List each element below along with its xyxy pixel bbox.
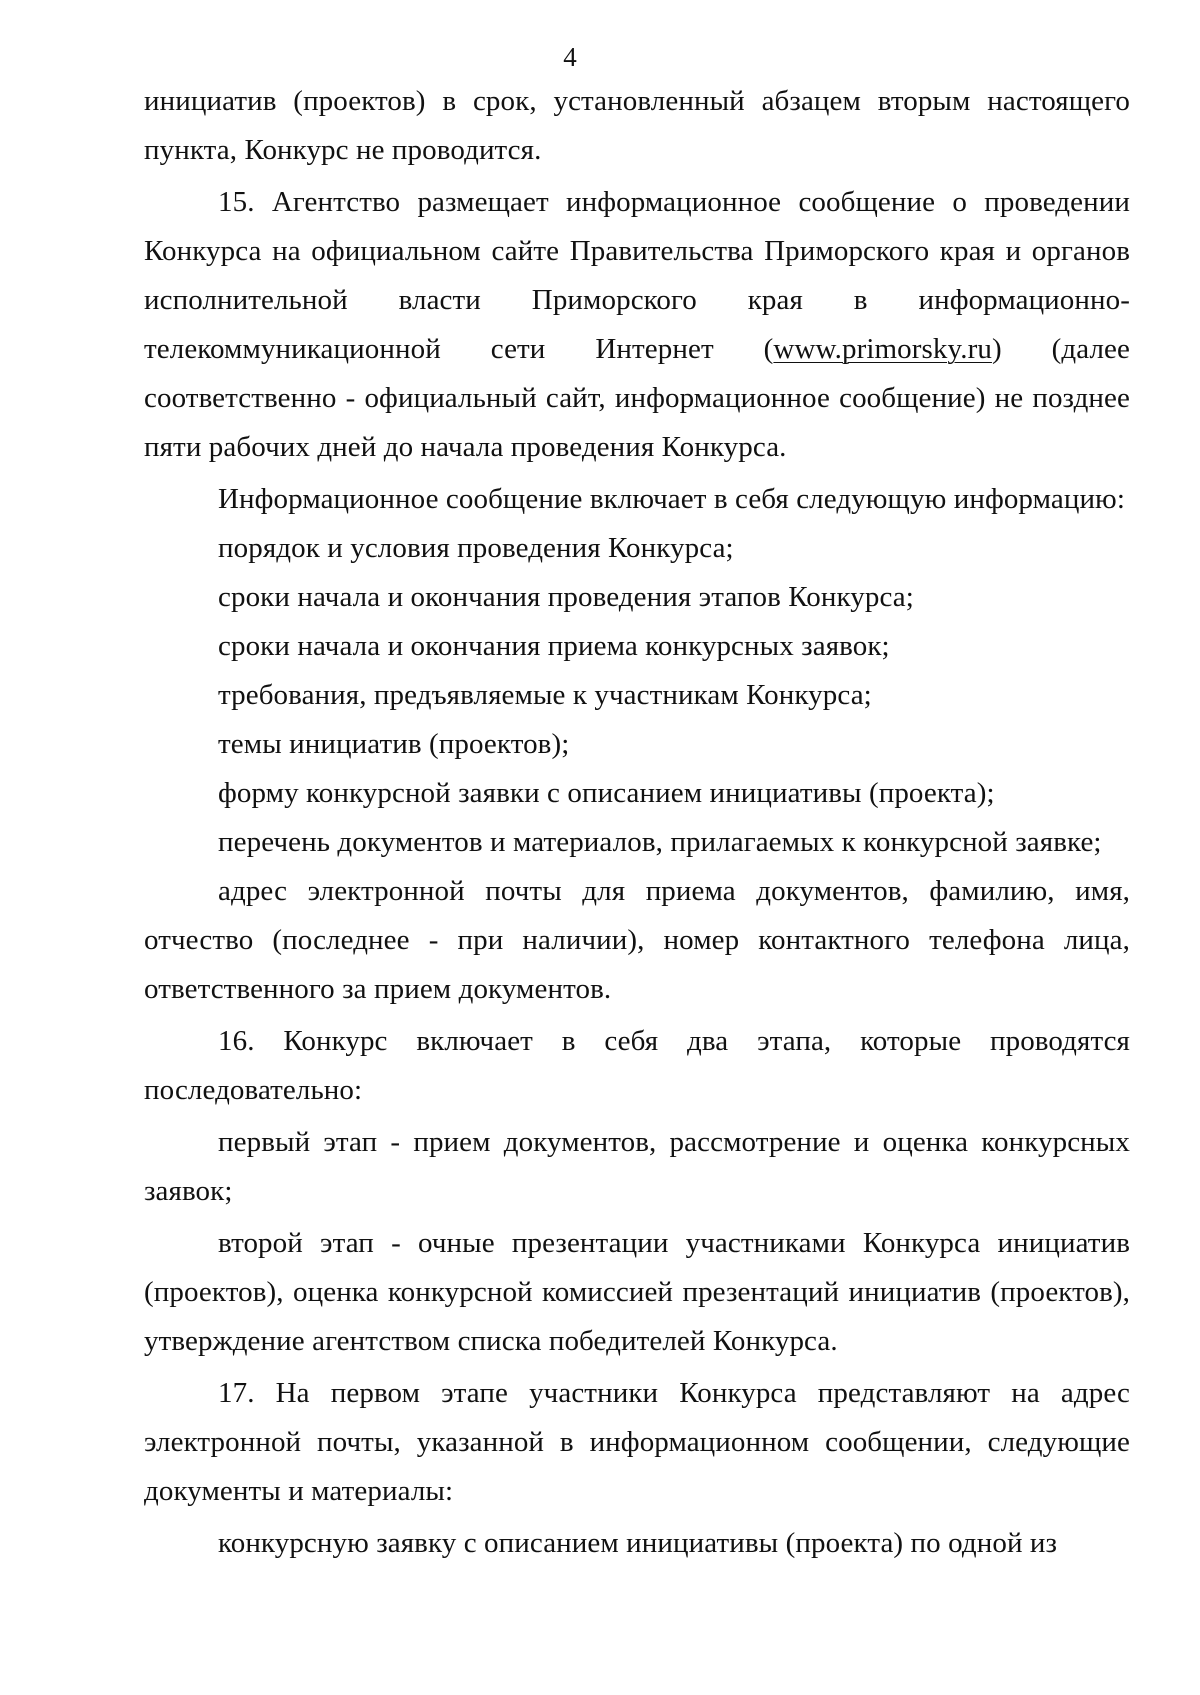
paragraph-15-text-before-link: 15. Агентство размещает информационное сообщение о проведении Конкурса на официальном сайте Правительства Приморского края и органов исполнительной власти Приморского края в информационно-телекоммуникационной сети Интернет (: [144, 186, 1130, 365]
official-site-link[interactable]: www.primorsky.ru: [773, 333, 992, 365]
paragraph-15: [144, 178, 1130, 472]
list-item-requirements: требования, предъявляемые к участникам Конкурса;: [218, 679, 872, 711]
paragraph-15-text-after-link: ) (далее соответственно - официальный сайт, информационное сообщение) не позднее пяти рабочих дней до начала проведения Конкурса.: [144, 333, 1130, 463]
document-body: [144, 77, 1130, 1568]
list-item-topics: темы инициатив (проектов);: [218, 728, 570, 760]
paragraph-second-stage: второй этап - очные презентации участниками Конкурса инициатив (проектов), оценка конкурсной комиссией презентаций инициатив (проектов), утверждение агентством списка победителей Конкурса.: [144, 1227, 1130, 1357]
paragraph-info-message-intro: Информационное сообщение включает в себя следующую информацию:: [218, 483, 1125, 515]
list-item-application-form: форму конкурсной заявки с описанием инициативы (проекта);: [218, 777, 995, 809]
list-item-contact-info: адрес электронной почты для приема документов, фамилию, имя, отчество (последнее - при наличии), номер контактного телефона лица, ответственного за прием документов.: [144, 875, 1130, 1005]
paragraph-continuation: инициатив (проектов) в срок, установленный абзацем вторым настоящего пункта, Конкурс не проводится.: [144, 85, 1130, 166]
paragraph-application: конкурсную заявку с описанием инициативы (проекта) по одной из: [218, 1527, 1058, 1559]
list-item-stage-dates: сроки начала и окончания проведения этапов Конкурса;: [218, 581, 914, 613]
list-item-procedure: порядок и условия проведения Конкурса;: [218, 532, 734, 564]
list-item-document-list: перечень документов и материалов, прилагаемых к конкурсной заявке;: [218, 826, 1102, 858]
paragraph-17: 17. На первом этапе участники Конкурса представляют на адрес электронной почты, указанной в информационном сообщении, следующие документы и материалы:: [144, 1377, 1130, 1507]
list-item-application-dates: сроки начала и окончания приема конкурсных заявок;: [218, 630, 890, 662]
paragraph-16: 16. Конкурс включает в себя два этапа, которые проводятся последовательно:: [144, 1025, 1130, 1106]
paragraph-first-stage: первый этап - прием документов, рассмотрение и оценка конкурсных заявок;: [144, 1126, 1130, 1207]
page-number: 4: [563, 42, 577, 72]
